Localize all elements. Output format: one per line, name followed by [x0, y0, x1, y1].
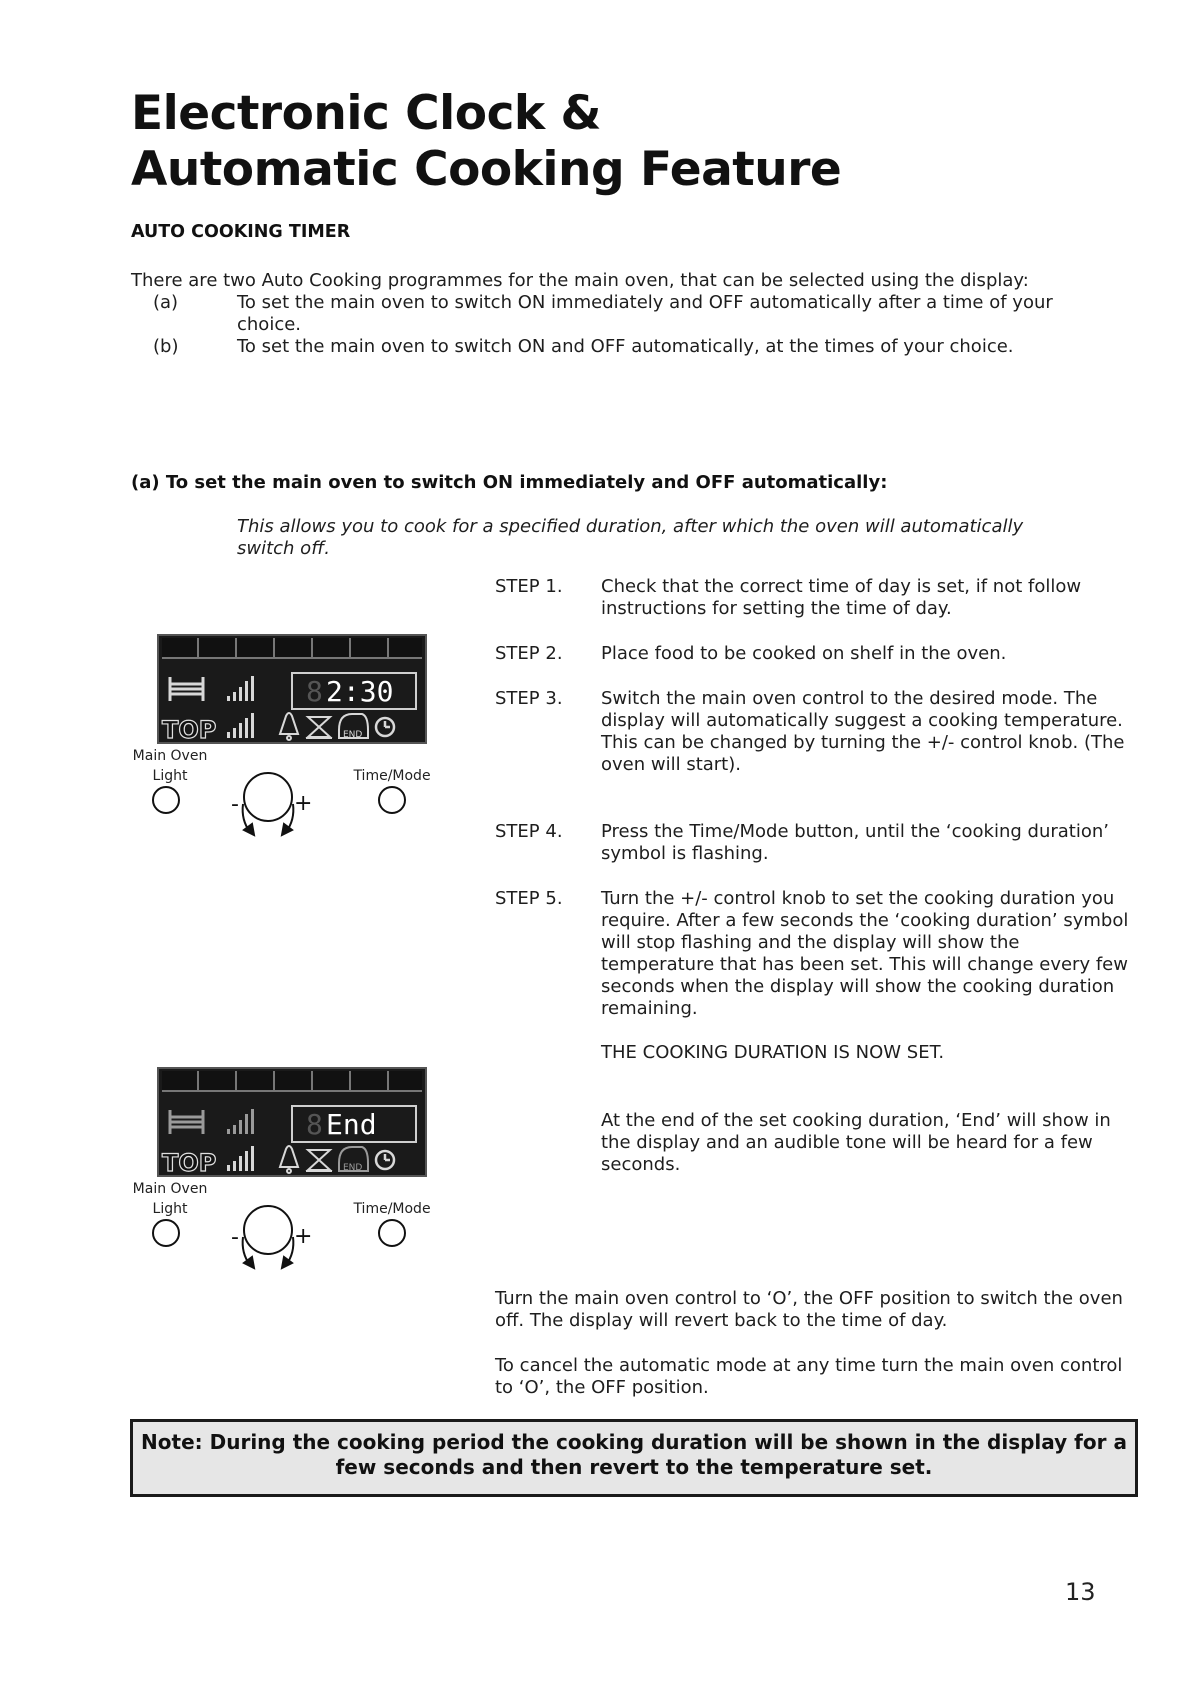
- svg-text:8: 8: [306, 675, 323, 708]
- step-label: STEP 4.: [495, 821, 563, 842]
- display-readout: End: [326, 1108, 377, 1141]
- time-mode-button[interactable]: [379, 1220, 405, 1246]
- step-label: STEP 3.: [495, 688, 563, 709]
- duration-set-text: THE COOKING DURATION IS NOW SET.: [601, 1042, 945, 1063]
- step-text: Turn the +/- control knob to set the cooking duration you require. After a few seconds the ‘cooking duration’ symbol will stop flashing and the display will show the temperature that has been set. This will change every few seconds when the display will show the cooking duration remaining.: [601, 888, 1129, 1019]
- option-letter: (b): [153, 336, 179, 357]
- option-a: [131, 292, 1131, 336]
- cancel-text: To cancel the automatic mode at any time turn the main oven control to ‘O’, the OFF position.: [495, 1355, 1123, 1398]
- intro-text: There are two Auto Cooking programmes for the main oven, that can be selected using the display:: [131, 270, 1029, 291]
- rotate-right-arrow-icon: [282, 804, 293, 835]
- control-knob[interactable]: [244, 1206, 292, 1254]
- step-label: STEP 2.: [495, 643, 563, 664]
- step-label: STEP 5.: [495, 888, 563, 909]
- rotate-left-arrow-icon: [243, 1237, 254, 1268]
- note-text: Note: During the cooking period the cooking duration will be shown in the display for a few seconds and then revert to the temperature set.: [141, 1430, 1127, 1479]
- step-text: Press the Time/Mode button, until the ‘cooking duration’ symbol is flashing.: [601, 821, 1109, 864]
- control-knob[interactable]: [244, 773, 292, 821]
- step-label: STEP 1.: [495, 576, 563, 597]
- italic-note: This allows you to cook for a specified duration, after which the oven will automatically switch off.: [237, 516, 1024, 559]
- time-mode-button[interactable]: [379, 787, 405, 813]
- knob-minus-label: -: [231, 1225, 239, 1250]
- rotate-right-arrow-icon: [282, 1237, 293, 1268]
- end-icon-text: END: [343, 1163, 363, 1173]
- intro-block: [131, 270, 1131, 358]
- step-text: Check that the correct time of day is set, if not follow instructions for setting the time of day.: [601, 576, 1082, 619]
- main-oven-light-label: [120, 746, 220, 786]
- control-panel-2: [132, 1067, 460, 1317]
- end-icon-text: END: [343, 730, 363, 740]
- page-title: [131, 86, 841, 198]
- title-line-2: Automatic Cooking Feature: [131, 142, 842, 197]
- subheading: AUTO COOKING TIMER: [131, 222, 351, 242]
- light-label-line-1: Main Oven: [132, 1181, 208, 1197]
- knob-minus-label: -: [231, 792, 239, 817]
- option-text: To set the main oven to switch ON and OFF automatically, at the times of your choice.: [237, 336, 1014, 357]
- control-panel-1: [132, 634, 460, 884]
- time-mode-label: Time/Mode: [353, 768, 431, 784]
- time-mode-label: Time/Mode: [353, 1201, 431, 1217]
- svg-text:8: 8: [306, 1108, 323, 1141]
- main-oven-light-button[interactable]: [153, 1220, 179, 1246]
- light-label-line-2: Light: [152, 768, 188, 784]
- top-oven-label: TOP: [162, 716, 217, 744]
- step-text: Place food to be cooked on shelf in the oven.: [601, 643, 1007, 664]
- page-number: 13: [1065, 1578, 1096, 1606]
- option-b: [131, 336, 1131, 358]
- option-text: To set the main oven to switch ON immediately and OFF automatically after a time of your choice.: [237, 292, 1053, 335]
- title-line-1: Electronic Clock &: [131, 86, 602, 141]
- main-oven-light-button[interactable]: [153, 787, 179, 813]
- step-text: Switch the main oven control to the desired mode. The display will automatically suggest a cooking temperature. This can be changed by turning the +/- control knob. (The oven will start).: [601, 688, 1125, 775]
- knob-plus-label: +: [294, 791, 313, 816]
- light-label-line-2: Light: [152, 1201, 188, 1217]
- knob-plus-label: +: [294, 1224, 313, 1249]
- option-letter: (a): [153, 292, 179, 313]
- turn-off-text: Turn the main oven control to ‘O’, the OFF position to switch the oven off. The display will revert back to the time of day.: [495, 1288, 1123, 1331]
- rotate-left-arrow-icon: [243, 804, 254, 835]
- main-oven-light-label: [120, 1179, 220, 1219]
- top-oven-label: TOP: [162, 1149, 217, 1177]
- note-box: [130, 1419, 1138, 1497]
- display-readout: 2:30: [326, 675, 394, 708]
- end-note: At the end of the set cooking duration, ‘End’ will show in the display and an audible tone will be heard for a few seconds.: [601, 1110, 1111, 1175]
- section-heading: (a) To set the main oven to switch ON immediately and OFF automatically:: [131, 472, 888, 493]
- light-label-line-1: Main Oven: [132, 748, 208, 764]
